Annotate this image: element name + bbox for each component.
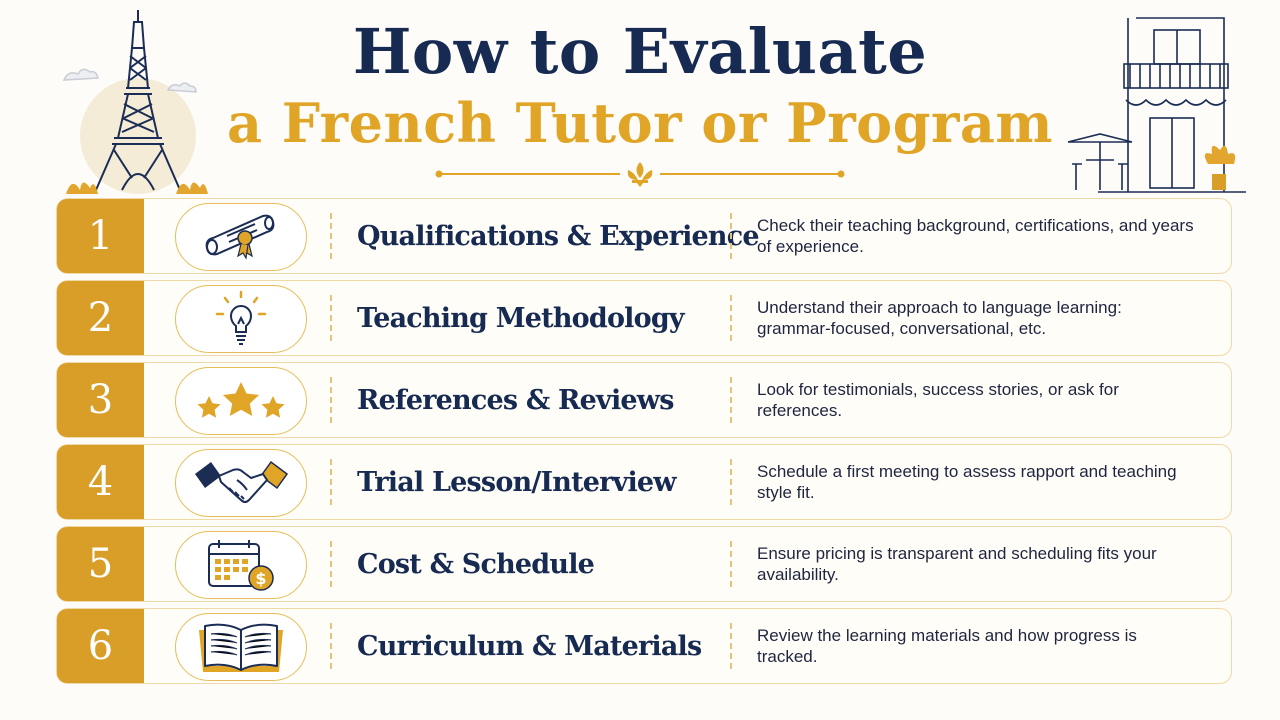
list-item	[56, 608, 1232, 684]
list-item	[56, 198, 1232, 274]
item-description: Check their teaching background, certifications, and years of experience.	[757, 216, 1194, 256]
icon-badge	[175, 203, 307, 271]
item-description: Review the learning materials and how progress is tracked.	[757, 626, 1137, 666]
item-heading: Teaching Methodology	[357, 302, 684, 334]
list-item	[56, 444, 1232, 520]
item-description: Schedule a first meeting to assess rapport and teaching style fit.	[757, 462, 1177, 502]
divider	[330, 623, 332, 669]
stars-icon	[191, 370, 291, 432]
item-description: Understand their approach to language learning: grammar-focused, conversational, etc.	[757, 298, 1122, 338]
diploma-icon	[191, 206, 291, 268]
item-heading: Curriculum & Materials	[357, 630, 702, 662]
divider	[730, 541, 732, 587]
open-book-icon	[191, 616, 291, 678]
item-description: Look for testimonials, success stories, or ask for references.	[757, 380, 1119, 420]
calendar-dollar-icon	[191, 534, 291, 596]
icon-badge	[175, 285, 307, 353]
item-number: 2	[57, 281, 144, 355]
divider	[730, 623, 732, 669]
list-item	[56, 362, 1232, 438]
handshake-icon	[191, 452, 291, 514]
list-item	[56, 526, 1232, 602]
divider	[330, 541, 332, 587]
divider	[330, 295, 332, 341]
divider	[730, 377, 732, 423]
lightbulb-icon	[191, 288, 291, 350]
title-line-2: a French Tutor or Program	[226, 91, 1054, 155]
divider	[730, 459, 732, 505]
divider	[730, 213, 732, 259]
divider	[730, 295, 732, 341]
icon-badge	[175, 613, 307, 681]
item-heading: Cost & Schedule	[357, 548, 595, 580]
icon-badge	[175, 531, 307, 599]
divider	[330, 459, 332, 505]
item-heading: Qualifications & Experience	[357, 220, 759, 252]
divider	[330, 213, 332, 259]
evaluation-criteria-list	[56, 198, 1232, 690]
title-line-1: How to Evaluate	[352, 15, 928, 88]
item-number: 5	[57, 527, 144, 601]
svg-text:$: $	[255, 569, 267, 588]
icon-badge	[175, 367, 307, 435]
item-number: 1	[57, 199, 144, 273]
list-item	[56, 280, 1232, 356]
item-number: 6	[57, 609, 144, 683]
item-number: 4	[57, 445, 144, 519]
item-heading: References & Reviews	[357, 384, 674, 416]
item-description: Ensure pricing is transparent and scheduling fits your availability.	[757, 544, 1157, 584]
icon-badge	[175, 449, 307, 517]
fleur-de-lis-divider	[434, 160, 846, 188]
item-number: 3	[57, 363, 144, 437]
item-heading: Trial Lesson/Interview	[357, 466, 676, 498]
divider	[330, 377, 332, 423]
